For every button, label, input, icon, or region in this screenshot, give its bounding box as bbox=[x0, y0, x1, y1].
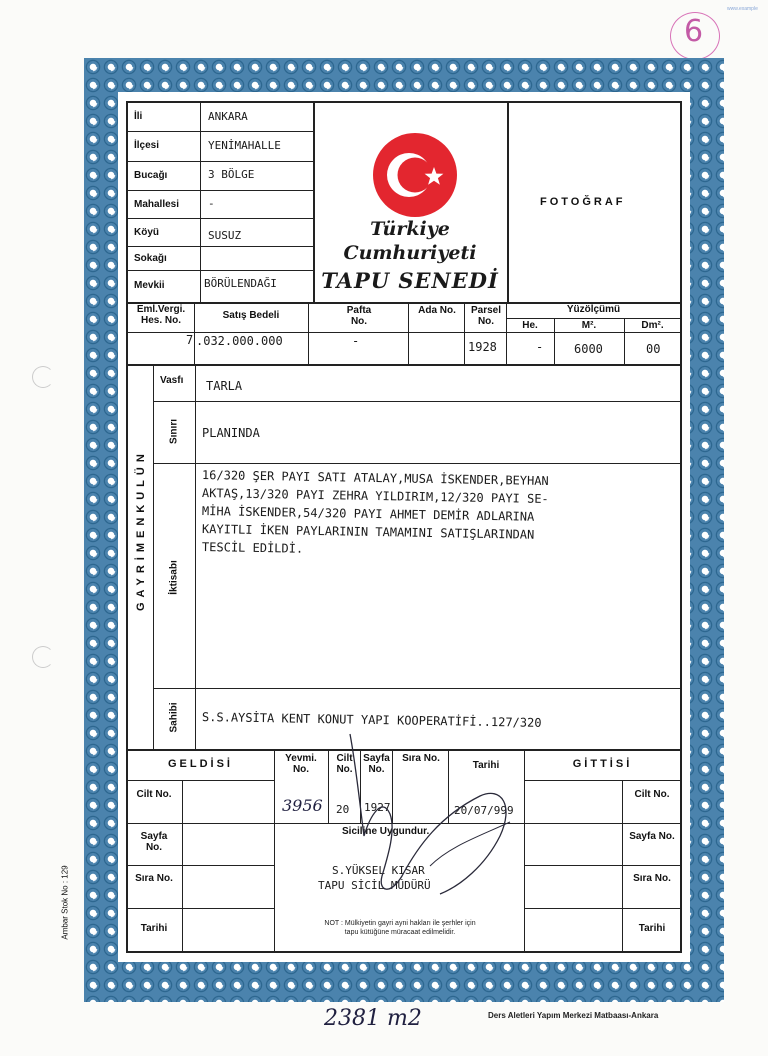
il-label: İli bbox=[134, 111, 143, 122]
sira-header: Sıra No. bbox=[402, 753, 440, 764]
mevki-value: BÖRÜLENDAĞI bbox=[204, 277, 277, 290]
sahibi-value: S.S.AYSİTA KENT KONUT YAPI KOOPERATİFİ..127/320 bbox=[201, 710, 542, 730]
sayfa-header: Sayfa No. bbox=[363, 753, 390, 775]
mevki-label: Mevkii bbox=[134, 280, 165, 291]
vasfi-value: TARLA bbox=[206, 379, 243, 393]
yuzolcumu-header: Yüzölçümü bbox=[566, 304, 621, 315]
left-tarihi-label: Tarihi bbox=[140, 923, 168, 934]
printer-name: Ders Aletleri Yapım Merkezi Matbaası-Ankara bbox=[488, 1011, 659, 1020]
right-sira-label: Sıra No. bbox=[633, 873, 671, 884]
vasfi-label: Vasfı bbox=[160, 375, 184, 386]
right-tarihi-label: Tarihi bbox=[638, 923, 666, 934]
title-line-2: Cumhuriyeti bbox=[343, 242, 477, 264]
koy-value: SUSUZ bbox=[208, 229, 242, 242]
turkish-flag-emblem bbox=[372, 132, 458, 218]
left-sira-label: Sıra No. bbox=[135, 873, 173, 884]
siniri-label: Sınırı bbox=[168, 419, 180, 445]
page-number: 6 bbox=[684, 14, 704, 49]
cilt-header: Cilt No. bbox=[336, 753, 353, 775]
il-value: ANKARA bbox=[208, 110, 248, 123]
photo-label: FOTOĞRAF bbox=[540, 196, 626, 208]
koy-label: Köyü bbox=[134, 227, 159, 238]
gittisi-header: GİTTİSİ bbox=[572, 758, 633, 770]
iktisabi-line-4: KAYITLI İKEN PAYLARININ TAMAMINI SATIŞLARINDAN bbox=[201, 522, 535, 542]
iktisabi-line-2: AKTAŞ,13/320 PAYI ZEHRA YILDIRIM,12/320 PAYI SE- bbox=[201, 486, 549, 507]
pafta-header: Pafta No. bbox=[346, 305, 372, 327]
left-cilt-label: Cilt No. bbox=[136, 789, 172, 800]
gayrimenkul-side-label: GAYRİMENKULÜN bbox=[135, 449, 147, 611]
m2-value: 6000 bbox=[574, 342, 603, 356]
geldisi-header: GELDİSİ bbox=[167, 758, 233, 770]
officer-title: TAPU SİCİL MÜDÜRÜ bbox=[318, 879, 431, 892]
dm2-header: Dm². bbox=[641, 320, 664, 331]
ada-header: Ada No. bbox=[418, 305, 456, 316]
ambar-stok-text: Ambar Stok No : 129 bbox=[60, 865, 70, 940]
mahalle-label: Mahallesi bbox=[134, 199, 180, 210]
iktisabi-line-3: MİHA İSKENDER,54/320 PAYI AHMET DEMİR ADLARINA bbox=[201, 504, 535, 524]
top-right-mark: www.example bbox=[727, 6, 758, 12]
sicil-text: Siciline Uygundur. bbox=[342, 826, 430, 837]
note-line-1: NOT : Mülkiyetin gayri ayni hakları ile şerhler için bbox=[324, 920, 476, 927]
sokak-label: Sokağı bbox=[134, 253, 167, 264]
parsel-value: 1928 bbox=[468, 340, 497, 354]
title-line-1: Türkiye bbox=[370, 218, 450, 240]
handwritten-area: 2381 m2 bbox=[324, 1006, 422, 1031]
satis-header: Satış Bedeli bbox=[222, 310, 280, 321]
left-sayfa-label: Sayfa No. bbox=[140, 831, 168, 853]
sayfa-value: 1927 bbox=[364, 801, 391, 814]
bucak-label: Bucağı bbox=[134, 170, 168, 181]
ilce-label: İlçesi bbox=[134, 140, 160, 151]
title-line-3: TAPU SENEDİ bbox=[321, 268, 499, 293]
note-line-2: tapu kütüğüne müracaat edilmelidir. bbox=[344, 929, 456, 936]
satis-prefix: 7 bbox=[186, 333, 194, 347]
pafta-value: - bbox=[352, 334, 360, 348]
sahibi-label: Sahibi bbox=[168, 702, 180, 733]
ilce-value: YENİMAHALLE bbox=[208, 139, 281, 152]
bucak-value: 3 BÖLGE bbox=[208, 168, 255, 181]
punch-hole-top bbox=[32, 366, 54, 388]
tarihi-value: 20/07/999 bbox=[454, 804, 514, 817]
satis-value: .032.000.000 bbox=[196, 334, 283, 348]
yevmi-header: Yevmi. No. bbox=[285, 753, 317, 775]
he-value: - bbox=[536, 340, 544, 354]
iktisabi-line-1: 16/320 ŞER PAYI SATI ATALAY,MUSA İSKENDER,BEYHAN bbox=[201, 468, 549, 489]
m2-header: M². bbox=[581, 320, 597, 331]
cilt-value: 20 bbox=[336, 803, 350, 816]
yevmi-value: 3956 bbox=[282, 796, 323, 815]
parsel-header: Parsel No. bbox=[470, 305, 502, 327]
punch-hole-bottom bbox=[32, 646, 54, 668]
right-cilt-label: Cilt No. bbox=[634, 789, 670, 800]
dm2-value: 00 bbox=[646, 342, 661, 356]
siniri-value: PLANINDA bbox=[202, 426, 260, 440]
right-sayfa-label: Sayfa No. bbox=[629, 831, 675, 842]
iktisabi-label: İktisabı bbox=[168, 560, 180, 595]
iktisabi-line-5: TESCİL EDİLDİ. bbox=[201, 540, 304, 556]
officer-name: S.YÜKSEL KISAR bbox=[332, 864, 425, 877]
tarihi-header: Tarihi bbox=[472, 760, 500, 771]
signature bbox=[330, 726, 530, 916]
mahalle-value: - bbox=[208, 197, 215, 210]
he-header: He. bbox=[522, 320, 538, 331]
emlak-header: Eml.Vergi. Hes. No. bbox=[136, 304, 186, 326]
